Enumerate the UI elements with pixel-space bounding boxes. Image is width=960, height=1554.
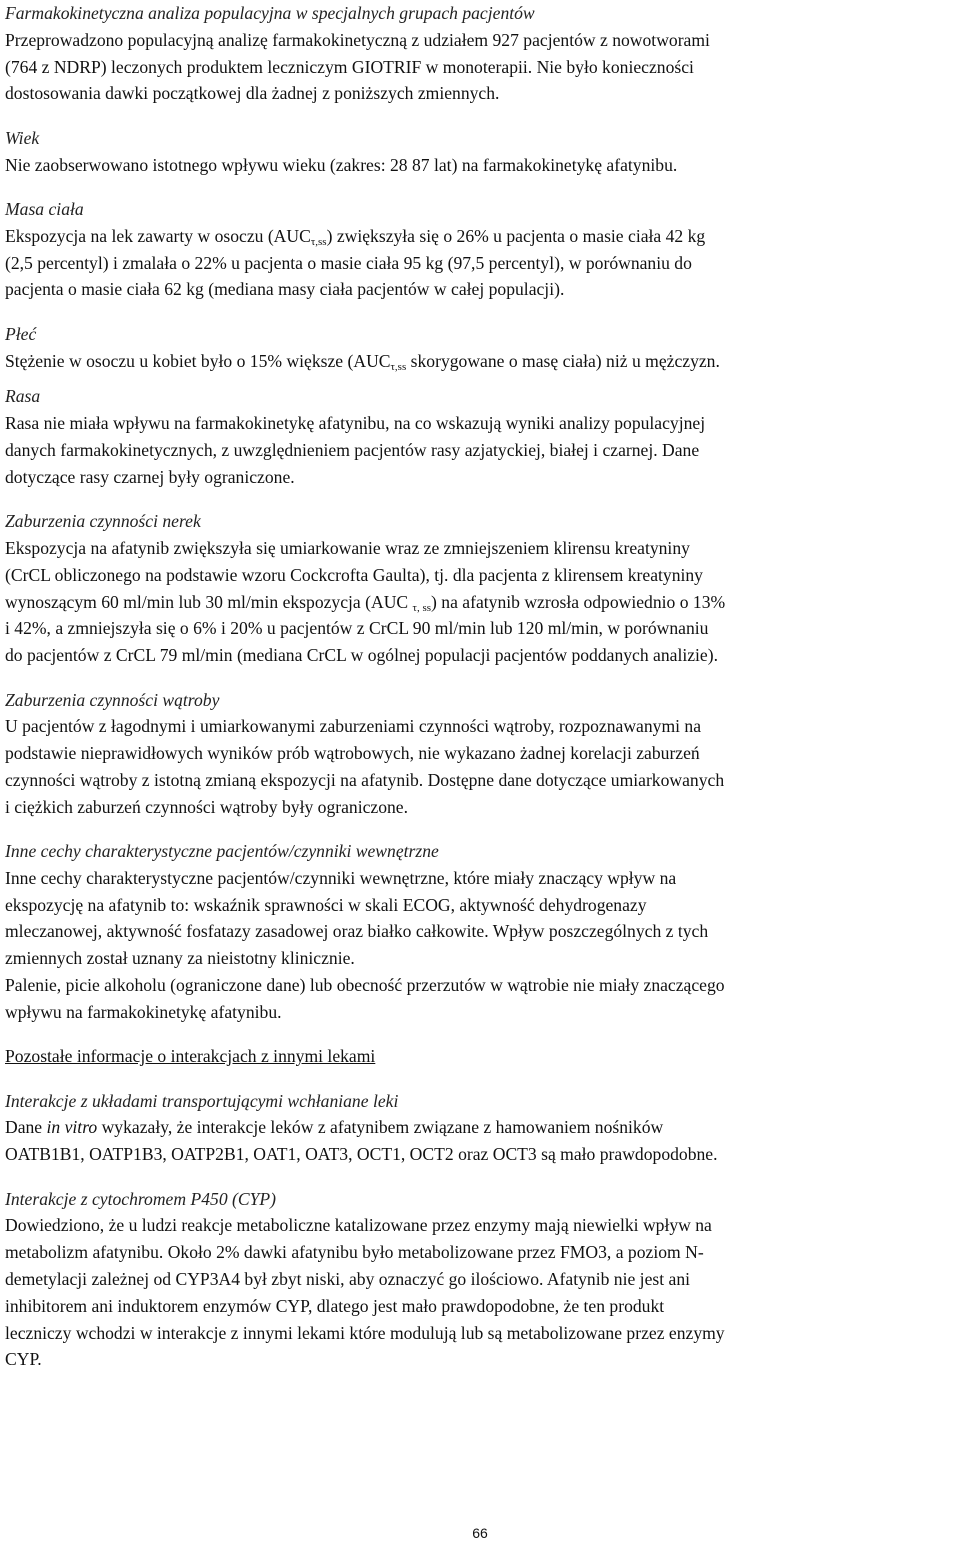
paragraph-line: Dowiedziono, że u ludzi reakcje metaboliczne katalizowane przez enzymy mają niewielki wpływ na bbox=[5, 1215, 712, 1236]
paragraph-line: danych farmakokinetycznych, z uwzględnieniem pacjentów rasy azjatyckiej, białej i czarnej. Dane bbox=[5, 439, 700, 460]
paragraph-line: podstawie nieprawidłowych wyników prób wątrobowych, nie wykazano żadnej korelacji zaburzeń bbox=[5, 743, 700, 764]
paragraph-line: Inne cechy charakterystyczne pacjentów/czynniki wewnętrzne, które miały znaczący wpływ na bbox=[5, 867, 677, 888]
paragraph-line: dostosowania dawki początkowej dla żadnej z poniższych zmiennych. bbox=[5, 83, 500, 104]
text-segment: Ekspozycja na lek zawarty w osoczu (AUC bbox=[5, 225, 311, 246]
page-number: 66 bbox=[472, 1525, 488, 1541]
subscript: τ, ss bbox=[412, 601, 432, 614]
section-heading-populacyjna: Farmakokinetyczna analiza populacyjna w specjalnych grupach pacjentów bbox=[5, 3, 535, 23]
paragraph-line: U pacjentów z łagodnymi i umiarkowanymi zaburzeniami czynności wątroby, rozpoznawanymi na bbox=[5, 716, 702, 737]
paragraph-line: (2,5 percentyl) i zmalała o 22% u pacjenta o masie ciała 95 kg (97,5 percentyl), w porównaniu do bbox=[5, 252, 692, 273]
text-segment: Dane bbox=[5, 1117, 47, 1138]
paragraph-line: Ekspozycja na afatynib zwiększyła się umiarkowanie wraz ze zmniejszeniem klirensu kreatyniny bbox=[5, 537, 690, 558]
paragraph-line: Rasa nie miała wpływu na farmakokinetykę afatynibu, na co wskazują wyniki analizy populacyjnej bbox=[5, 413, 706, 434]
paragraph-line: demetylacji zależnej od CYP3A4 był zbyt niski, aby oznaczyć go ilościowo. Afatynib nie jest ani bbox=[5, 1269, 691, 1290]
paragraph-line: do pacjentów z CrCL 79 ml/min (mediana CrCL w ogólnej populacji pacjentów poddanych analizie). bbox=[5, 645, 719, 666]
section-heading-plec: Płeć bbox=[5, 323, 37, 344]
paragraph-line: wpływu na farmakokinetykę afatynibu. bbox=[5, 1001, 282, 1022]
text-segment: wynoszącym 60 ml/min lub 30 ml/min ekspozycja (AUC bbox=[5, 591, 413, 612]
paragraph-line: (CrCL obliczonego na podstawie wzoru Cockcrofta Gaulta), tj. dla pacjenta z klirensem kreatyniny bbox=[5, 564, 703, 585]
paragraph-line: i ciężkich zaburzeń czynności wątroby były ograniczone. bbox=[5, 796, 409, 817]
text-segment: skorygowane o masę ciała) niż u mężczyzn. bbox=[406, 350, 720, 371]
section-heading-inne-cechy: Inne cechy charakterystyczne pacjentów/czynniki wewnętrzne bbox=[5, 841, 439, 862]
paragraph-line: metabolizm afatynibu. Około 2% dawki afatynibu było metabolizowane przez FMO3, a poziom N- bbox=[5, 1242, 704, 1263]
text-segment: ) zwiększyła się o 26% u pacjenta o masie ciała 42 kg bbox=[326, 225, 706, 246]
text-segment: Stężenie w osoczu u kobiet było o 15% większe (AUC bbox=[5, 350, 391, 371]
paragraph-line bbox=[5, 589, 957, 616]
paragraph-line: inhibitorem ani induktorem enzymów CYP, dlatego jest mało prawdopodobne, że ten produkt bbox=[5, 1295, 665, 1316]
subscript: τ,ss bbox=[390, 360, 407, 373]
section-heading-wiek: Wiek bbox=[5, 127, 40, 148]
paragraph-line: CYP. bbox=[5, 1349, 42, 1370]
paragraph-line: zmiennych został uznany za nieistotny klinicznie. bbox=[5, 948, 355, 969]
paragraph-line: OATB1B1, OATP1B3, OATP2B1, OAT1, OAT3, OCT1, OCT2 oraz OCT3 są mało prawdopodobne. bbox=[5, 1144, 718, 1165]
paragraph-line: i 42%, a zmniejszyła się o 6% i 20% u pacjentów z CrCL 90 ml/min lub 120 ml/min, w porównaniu bbox=[5, 618, 709, 639]
paragraph-line: pacjenta o masie ciała 62 kg (mediana masy ciała pacjentów w całej populacji). bbox=[5, 279, 565, 300]
document-body bbox=[5, 0, 957, 1373]
paragraph-line: Nie zaobserwowano istotnego wpływu wieku (zakres: 28 87 lat) na farmakokinetykę afatynibu. bbox=[5, 154, 678, 175]
paragraph-line: czynności wątroby z istotną zmianą ekspozycji na afatynib. Dostępne dane dotyczące umiarkowanych bbox=[5, 769, 725, 790]
text-segment: ) na afatynib wzrosła odpowiednio o 13% bbox=[431, 591, 726, 612]
section-heading-nerki: Zaburzenia czynności nerek bbox=[5, 511, 201, 532]
paragraph-line: Przeprowadzono populacyjną analizę farmakokinetyczną z udziałem 927 pacjentów z nowotworami bbox=[5, 29, 710, 50]
italic-term: in vitro bbox=[46, 1117, 98, 1138]
paragraph-line: ekspozycję na afatynib to: wskaźnik sprawności w skali ECOG, aktywność dehydrogenazy bbox=[5, 894, 647, 915]
paragraph-line: dotyczące rasy czarnej były ograniczone. bbox=[5, 466, 295, 487]
paragraph-line: mleczanowej, aktywność fosfatazy zasadowej oraz białko całkowite. Wpływ poszczególnych z tych bbox=[5, 921, 709, 942]
paragraph-line bbox=[5, 1114, 957, 1141]
section-heading-transport: Interakcje z układami transportującymi wchłaniane leki bbox=[5, 1090, 399, 1111]
section-heading-cyp: Interakcje z cytochromem P450 (CYP) bbox=[5, 1188, 276, 1209]
section-heading-watroba: Zaburzenia czynności wątroby bbox=[5, 689, 220, 710]
paragraph-line bbox=[5, 223, 957, 250]
section-heading-pozostale-informacje: Pozostałe informacje o interakcjach z innymi lekami bbox=[5, 1046, 376, 1067]
paragraph-line: (764 z NDRP) leczonych produktem leczniczym GIOTRIF w monoterapii. Nie było konieczności bbox=[5, 56, 694, 77]
section-heading-masa-ciala: Masa ciała bbox=[5, 198, 84, 219]
paragraph-line: Palenie, picie alkoholu (ograniczone dane) lub obecność przerzutów w wątrobie nie miały znaczącego bbox=[5, 975, 725, 996]
section-heading-rasa: Rasa bbox=[5, 386, 41, 407]
paragraph-line: leczniczy wchodzi w interakcje z innymi lekami które modulują lub są metabolizowane przez enzymy bbox=[5, 1322, 725, 1343]
subscript: τ,ss bbox=[310, 235, 327, 248]
text-segment: wykazały, że interakcje leków z afatynibem związane z hamowaniem nośników bbox=[97, 1117, 664, 1138]
paragraph-line bbox=[5, 348, 957, 375]
